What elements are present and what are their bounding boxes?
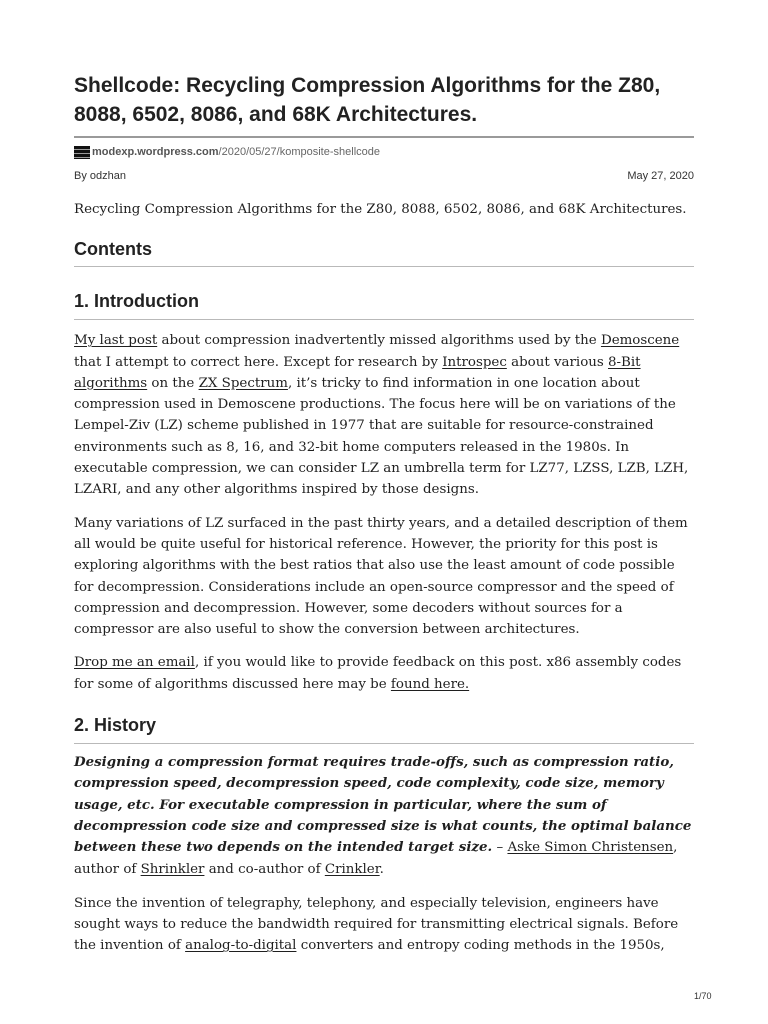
- intro-divider: [74, 319, 694, 320]
- article-subtitle: Recycling Compression Algorithms for the Z80, 8088, 6502, 8086, and 68K Architectures.: [74, 202, 687, 217]
- link-demoscene[interactable]: Demoscene: [600, 333, 680, 349]
- source-domain[interactable]: modexp.wordpress.com: [92, 146, 219, 158]
- article-date: May 27, 2020: [627, 170, 694, 182]
- link-last-post[interactable]: My last post: [74, 333, 158, 349]
- history-paragraph-2: Since the invention of telegraphy, telephony, and especially television, engineers have sought ways to reduce the bandwidth required for transmitting electrical signals. Before the invention of analog-to-digital converters and entropy coding methods in the 1950s,: [74, 895, 679, 954]
- heading-history: 2. History: [74, 715, 157, 736]
- contents-divider: [74, 266, 694, 267]
- link-shrinkler[interactable]: Shrinkler: [140, 861, 205, 877]
- link-zx-spectrum[interactable]: ZX Spectrum: [198, 375, 288, 391]
- history-divider: [74, 743, 694, 744]
- quote-text: Designing a compression format requires trade-offs, such as compression ratio, compression speed, decompression speed, code complexity, code size, memory usage, etc. For executable compression in particular, where the sum of decompression code size and compressed size is what counts, the optimal balance between these two depends on the intended target size.: [74, 754, 692, 856]
- site-favicon-icon: [74, 146, 90, 159]
- intro-paragraph-1: My last post about compression inadvertently missed algorithms used by the Demoscene that I attempt to correct here. Except for research by Introspec about various 8-Bit algorithms on the ZX Spectrum, it’s tricky to find information in one location about compression used in Demoscene productions. The focus here will be on variations of the Lempel-Ziv (LZ) scheme published in 1977 that are suitable for resource-constrained environments such as 8, 16, and 32-bit home computers released in the 1980s. In executable compression, we can consider LZ an umbrella term for LZ77, LZSS, LZB, LZH, LZARI, and any other algorithms inspired by those designs.: [74, 333, 689, 498]
- article-meta: [74, 170, 694, 182]
- page-number: 1/70: [694, 991, 712, 1001]
- heading-introduction: 1. Introduction: [74, 291, 199, 312]
- link-aske-simon-christensen[interactable]: Aske Simon Christensen: [507, 840, 674, 856]
- history-quote: Designing a compression format requires trade-offs, such as compression ratio, compression speed, decompression speed, code complexity, code size, memory usage, etc. For executable compression in particular, where the sum of decompression code size and compressed size is what counts, the optimal balance between these two depends on the intended target size. – Aske Simon Christensen, author of Shrinkler and co-author of Crinkler.: [74, 754, 692, 877]
- intro-paragraph-3: Drop me an email, if you would like to provide feedback on this post. x86 assembly codes for some of algorithms discussed here may be found here.: [74, 655, 682, 692]
- link-found-here[interactable]: found here.: [390, 676, 470, 692]
- link-8bit-algorithms[interactable]: 8-Bit algorithms: [74, 354, 641, 391]
- link-email[interactable]: Drop me an email: [74, 655, 195, 671]
- article-author: By odzhan: [74, 170, 126, 182]
- link-introspec[interactable]: Introspec: [442, 354, 507, 370]
- intro-paragraph-2: Many variations of LZ surfaced in the past thirty years, and a detailed description of them all would be quite useful for historical reference. However, the priority for this post is exploring algorithms with the best ratios that also use the least amount of code possible for decompression. Considerations include an open-source compressor and the speed of compression and decompression. However, some decoders without sources for a compressor are also useful to show the conversion between architectures.: [74, 515, 688, 638]
- source-url[interactable]: [74, 145, 694, 159]
- link-crinkler[interactable]: Crinkler: [324, 861, 380, 877]
- article-title: Shellcode: Recycling Compression Algorithms for the Z80, 8088, 6502, 8086, and 68K Architectures.: [74, 74, 661, 126]
- document-page: [74, 0, 694, 957]
- source-path[interactable]: /2020/05/27/komposite-shellcode: [218, 146, 380, 158]
- heading-contents: Contents: [74, 239, 152, 260]
- link-analog-to-digital[interactable]: analog-to-digital: [185, 938, 297, 954]
- title-divider: [74, 136, 694, 138]
